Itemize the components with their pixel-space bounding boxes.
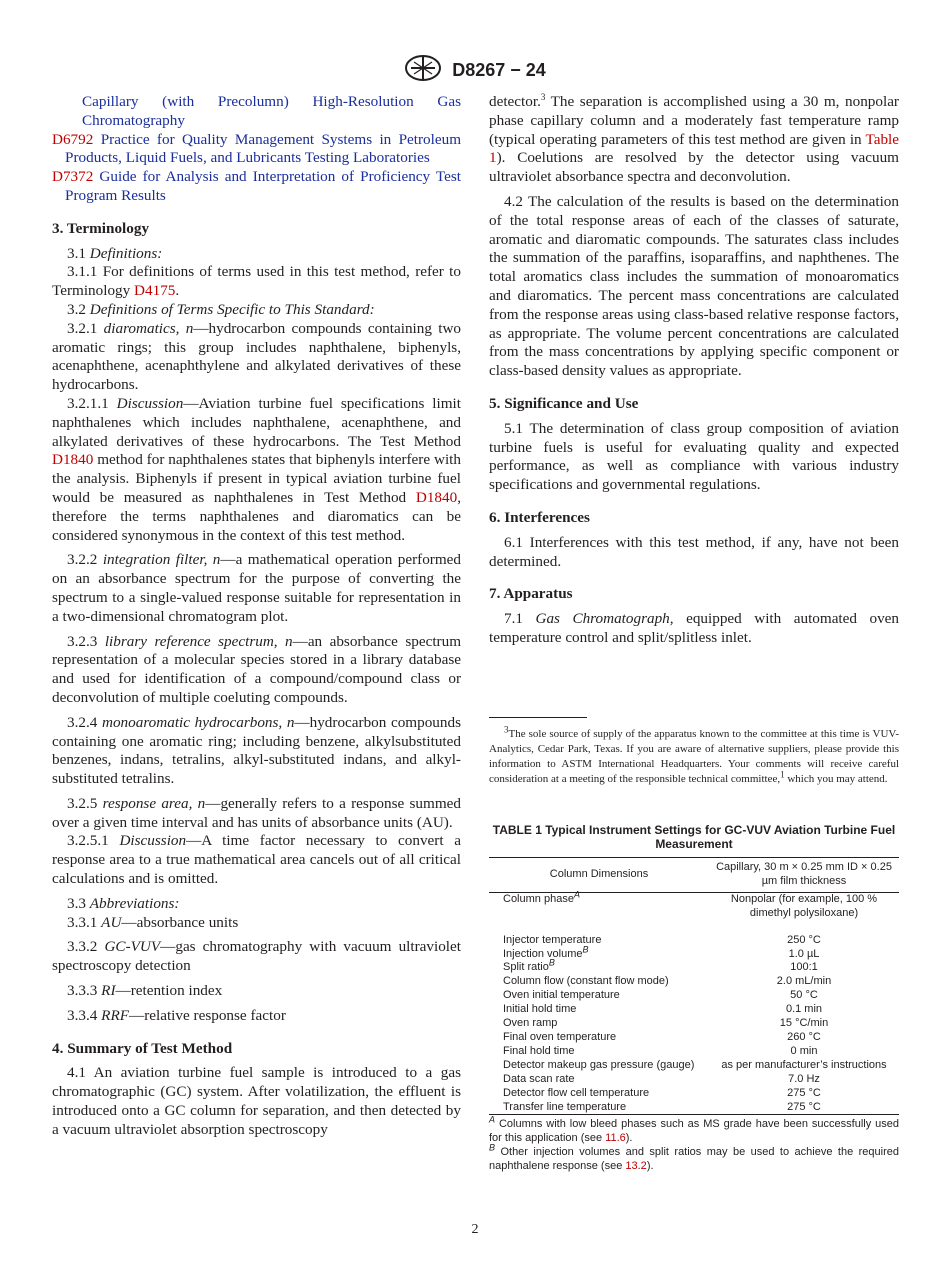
param-cell: Oven initial temperature bbox=[503, 989, 620, 1002]
page-number: 2 bbox=[471, 1222, 479, 1237]
table-footnote-marker: B bbox=[548, 957, 555, 968]
header-param: Column Dimensions bbox=[549, 867, 649, 880]
reference-code-link[interactable]: D6792 bbox=[52, 130, 94, 148]
header-value: Capillary, 30 m × 0.25 mm ID × 0.25 µm film thickness bbox=[716, 861, 892, 887]
param-cell: Final oven temperature bbox=[503, 1030, 617, 1043]
footnote-ref: 3 bbox=[540, 91, 546, 102]
table-row bbox=[489, 1017, 899, 1031]
table-row bbox=[489, 975, 899, 989]
table-note-b: $^B$ Other injection volumes and split ratios may be used to achieve the required naphthalene response (see 13.2). bbox=[489, 1142, 899, 1173]
astm-logo-icon bbox=[404, 54, 442, 87]
table-row bbox=[489, 1073, 899, 1087]
table-1-link[interactable]: Table 1 bbox=[489, 130, 899, 167]
table-notes bbox=[489, 1114, 899, 1173]
table-note-a: $^A$ Columns with low bleed phases such as MS grade have been successfully used for this application (see 11.6). bbox=[489, 1114, 899, 1145]
param-cell: Column phase$^A$ bbox=[503, 889, 580, 905]
section-7-heading: 7. Apparatus bbox=[489, 585, 573, 603]
para-3-2-3: 3.2.3 library reference spectrum, n—an absorbance spectrum representation of a molecular species stored in a library database and used for identification of a compound/compound class or deconvolution of multiple coeluting compounds. bbox=[52, 632, 462, 706]
para-3-2-5-1: 3.2.5.1 Discussion—A time factor necessary to convert a response area to a true mathematical area cancels out of all critical calculations and is omitted. bbox=[52, 832, 461, 888]
value-cell: 260 °C bbox=[787, 1030, 821, 1043]
footnote-3: $^3$The sole source of supply of the apparatus known to the committee at this time is VUV-Analytics, Cedar Park, Texas. If you are aware of alternative suppliers, please provide this information to ASTM International Headquarters. Your comments will receive careful consideration at a meeting of the responsible technical committee,$^1$ which you may attend. bbox=[489, 724, 899, 785]
value-cell: 0 min bbox=[790, 1044, 818, 1057]
table-row bbox=[489, 1031, 899, 1045]
value-cell: 0.1 min bbox=[785, 1003, 823, 1016]
right-column bbox=[489, 93, 899, 648]
footnote-divider bbox=[489, 717, 587, 718]
value-cell: 2.0 mL/min bbox=[776, 975, 832, 988]
param-cell: Transfer line temperature bbox=[503, 1100, 627, 1113]
para-3-2-1: 3.2.1 diaromatics, n—hydrocarbon compounds containing two aromatic rings; this group includes naphthalene, biphenyls, acenaphthene, acenaphthylene and alkylated derivatives of these hydrocarbons. bbox=[52, 319, 462, 394]
param-cell: Injection volume$^B$ bbox=[503, 943, 589, 960]
table-row bbox=[489, 1059, 899, 1073]
left-column bbox=[52, 93, 461, 1140]
para-7-1: 7.1 Gas Chromatograph, equipped with automated oven temperature control and split/splitless inlet. bbox=[489, 610, 900, 646]
reference-continuation: Capillary (with Precolumn) High-Resolution Gas Chromatography bbox=[82, 93, 461, 129]
table-row bbox=[489, 934, 899, 948]
section-11-6-link[interactable]: 11.6 bbox=[605, 1132, 626, 1145]
reference-d7372 bbox=[52, 168, 461, 206]
section-13-2-link[interactable]: 13.2 bbox=[625, 1160, 647, 1173]
value-cell: Nonpolar (for example, 100 % dimethyl polysiloxane) bbox=[730, 892, 878, 919]
value-cell: 1.0 µL bbox=[788, 947, 820, 960]
para-4-2: 4.2 The calculation of the results is based on the determination of the total response areas of each of the classes of saturate, aromatic and diaromatic compounds. The saturates class includes the summation of the paraffins, isoparaffins, and naphthenes. The total aromatics class includes the summation of monoaromatics and diaromatics. The percent mass concentrations are calculated from the response areas using class-based relative response factors, as appropriate. The volume percent concentrations are calculated from the mass concentrations by applying specific component or class-based density values as appropriate. bbox=[489, 192, 899, 380]
table-row bbox=[489, 961, 899, 975]
para-3-2: 3.2 Definitions of Terms Specific to This Standard: bbox=[67, 300, 375, 318]
para-3-2-1-1: 3.2.1.1 Discussion—Aviation turbine fuel specifications limit naphthalenes which includes naphthalene, acenaphthene, and alkylated derivatives of these hydrocarbons. The Test Method D1840 method for naphthalenes states that biphenyls interfere with the analysis. Biphenyls if present in typical aviation turbine fuel would be measured as naphthalenes in Test Method D1840, therefore the terms naphthalenes and diaromatics can be considered synonymous in the context of this test method. bbox=[52, 394, 461, 544]
reference-code-link[interactable]: D7372 bbox=[52, 168, 94, 186]
value-cell: 250 °C bbox=[787, 933, 821, 946]
table-caption: TABLE 1 Typical Instrument Settings for GC-VUV Aviation Turbine Fuel Measurement bbox=[492, 823, 896, 851]
table-row bbox=[489, 1003, 899, 1017]
value-cell: as per manufacturer’s instructions bbox=[721, 1058, 887, 1071]
value-cell: 100:1 bbox=[790, 961, 818, 974]
settings-table bbox=[489, 857, 899, 1115]
reference-title: Guide for Analysis and Interpretation of Proficiency Test Program Results bbox=[65, 168, 461, 204]
para-3-3-4: 3.3.4 RRF—relative response factor bbox=[67, 1006, 286, 1024]
table-footnote-marker: B bbox=[582, 943, 589, 954]
param-cell: Column flow (constant flow mode) bbox=[503, 975, 669, 988]
param-cell: Data scan rate bbox=[503, 1072, 575, 1085]
para-3-2-5: 3.2.5 response area, n—generally refers to a response summed over a given time interval and has units of absorbance units (AU). bbox=[52, 794, 461, 831]
para-3-2-4: 3.2.4 monoaromatic hydrocarbons, n—hydrocarbon compounds containing one aromatic ring; including benzene, alkylsubstituted benzenes, indans, tetralins, alkyl-substituted indans, and alkyl-substituted tetralins. bbox=[52, 713, 461, 788]
param-cell: Final hold time bbox=[503, 1044, 575, 1057]
param-cell: Oven ramp bbox=[503, 1017, 558, 1030]
value-cell: 275 °C bbox=[787, 1100, 821, 1113]
value-cell: 7.0 Hz bbox=[788, 1072, 820, 1085]
page-header bbox=[0, 54, 950, 87]
param-cell: Split ratio$^B$ bbox=[503, 957, 555, 974]
para-4-1: 4.1 An aviation turbine fuel sample is introduced to a gas chromatographic (GC) system. After volatilization, the effluent is introduced onto a GC column for separation, and then detected by a vacuum ultraviolet absorption spectroscopy bbox=[52, 1064, 461, 1138]
table-row bbox=[489, 1045, 899, 1059]
d1840-link[interactable]: D1840 bbox=[52, 451, 94, 469]
section-3-heading: 3. Terminology bbox=[52, 219, 150, 237]
para-3-2-2: 3.2.2 integration filter, n—a mathematical operation performed on an absorbance spectrum for the purpose of converting the spectrum to a single-valued response suitable for representation in a two-dimensional chromatogram plot. bbox=[52, 551, 462, 625]
value-cell: 275 °C bbox=[787, 1086, 821, 1099]
d1840-link[interactable]: D1840 bbox=[415, 488, 458, 506]
section-4-heading: 4. Summary of Test Method bbox=[52, 1039, 233, 1057]
para-3-3: 3.3 Abbreviations: bbox=[67, 894, 180, 912]
para-4-1-continued: detector.$^3$ The separation is accomplished using a 30 m, nonpolar phase capillary column and a moderately fast temperature ramp (typical operating parameters of this test method are given in Table 1). Coelutions are resolved by the detector using vacuum ultraviolet absorbance spectra and deconvolution. bbox=[489, 91, 899, 186]
para-5-1: 5.1 The determination of class group composition of aviation turbine fuels is useful for evaluating quality and expected performance, as well as compliance with various industry specifications and governmental regulations. bbox=[489, 419, 899, 494]
value-cell: 50 °C bbox=[790, 989, 818, 1002]
value-cell: 15 °C/min bbox=[779, 1017, 829, 1030]
para-3-1-1: 3.1.1 For definitions of terms used in this test method, refer to Terminology D4175. bbox=[52, 263, 461, 300]
param-cell: Detector flow cell temperature bbox=[503, 1086, 650, 1099]
para-3-3-2: 3.3.2 GC-VUV—gas chromatography with vacuum ultraviolet spectroscopy detection bbox=[52, 938, 461, 975]
para-3-3-1: 3.3.1 AU—absorbance units bbox=[67, 913, 239, 931]
document-code: D8267 − 24 bbox=[452, 60, 546, 80]
reference-title: Practice for Quality Management Systems in Petroleum Products, Liquid Fuels, and Lubricants Testing Laboratories bbox=[65, 130, 462, 167]
para-3-1: 3.1 Definitions: bbox=[67, 244, 163, 262]
param-cell: Initial hold time bbox=[503, 1003, 577, 1016]
table-row bbox=[489, 989, 899, 1003]
reference-d6792 bbox=[52, 131, 461, 169]
table-header-row bbox=[489, 858, 899, 893]
section-6-heading: 6. Interferences bbox=[489, 508, 590, 526]
section-5-heading: 5. Significance and Use bbox=[489, 394, 639, 412]
para-6-1: 6.1 Interferences with this test method, if any, have not been determined. bbox=[489, 533, 899, 570]
table-1 bbox=[489, 823, 899, 1173]
param-cell: Detector makeup gas pressure (gauge) bbox=[503, 1058, 695, 1071]
para-3-3-3: 3.3.3 RI—retention index bbox=[67, 982, 223, 1000]
table-row bbox=[489, 1087, 899, 1101]
param-cell: Injector temperature bbox=[503, 933, 602, 946]
d4175-link[interactable]: D4175 bbox=[134, 282, 176, 300]
table-row bbox=[489, 892, 899, 920]
table-row bbox=[489, 1101, 899, 1115]
table-footnote-marker: A bbox=[573, 889, 580, 900]
